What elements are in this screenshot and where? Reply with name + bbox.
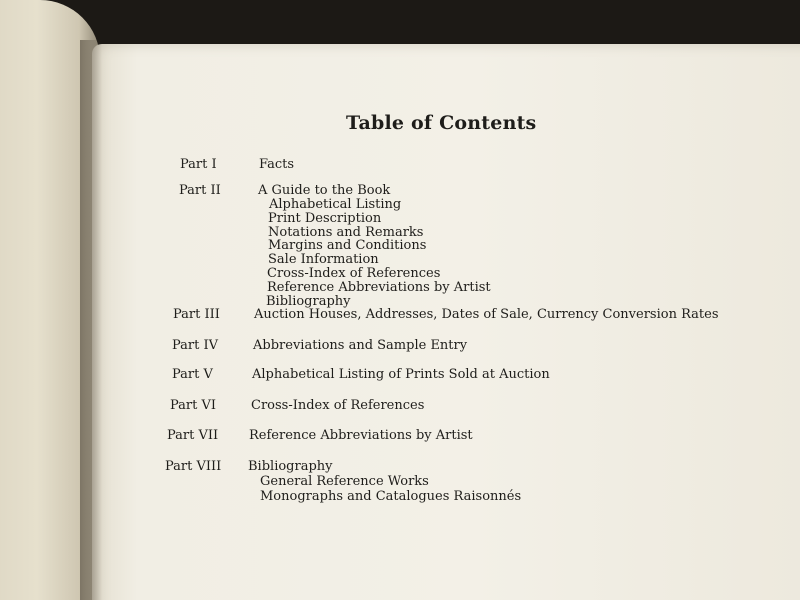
part-label: Part II <box>179 183 221 198</box>
toc-subitem: Reference Abbreviations by Artist <box>267 280 491 295</box>
part-label: Part III <box>173 307 220 322</box>
part-label: Part VII <box>167 428 219 443</box>
part-heading: Facts <box>259 157 295 172</box>
part-heading: Abbreviations and Sample Entry <box>253 338 468 353</box>
part-heading: A Guide to the Book <box>258 183 391 198</box>
toc-subitem: Bibliography <box>266 294 351 309</box>
page-title: Table of Contents <box>346 112 537 134</box>
part-heading: Alphabetical Listing of Prints Sold at Auction <box>252 367 550 382</box>
part-label: Part VIII <box>165 459 222 474</box>
toc-subitem: Margins and Conditions <box>268 238 427 253</box>
part-heading: Auction Houses, Addresses, Dates of Sale, Currency Conversion Rates <box>254 307 719 322</box>
part-label: Part I <box>180 157 217 172</box>
part-label: Part V <box>172 367 213 382</box>
toc-subitem: General Reference Works <box>260 474 429 489</box>
toc-subitem: Notations and Remarks <box>268 225 424 240</box>
toc-subitem: Print Description <box>268 211 382 226</box>
toc-subitem: Monographs and Catalogues Raisonnés <box>260 489 522 504</box>
part-heading: Cross-Index of References <box>251 398 425 413</box>
part-heading: Reference Abbreviations by Artist <box>249 428 473 443</box>
part-label: Part IV <box>172 338 219 353</box>
part-label: Part VI <box>170 398 217 413</box>
part-heading: Bibliography <box>248 459 333 474</box>
toc-subitem: Sale Information <box>268 252 379 267</box>
toc-subitem: Cross-Index of References <box>267 266 441 281</box>
toc-subitem: Alphabetical Listing <box>269 197 402 212</box>
